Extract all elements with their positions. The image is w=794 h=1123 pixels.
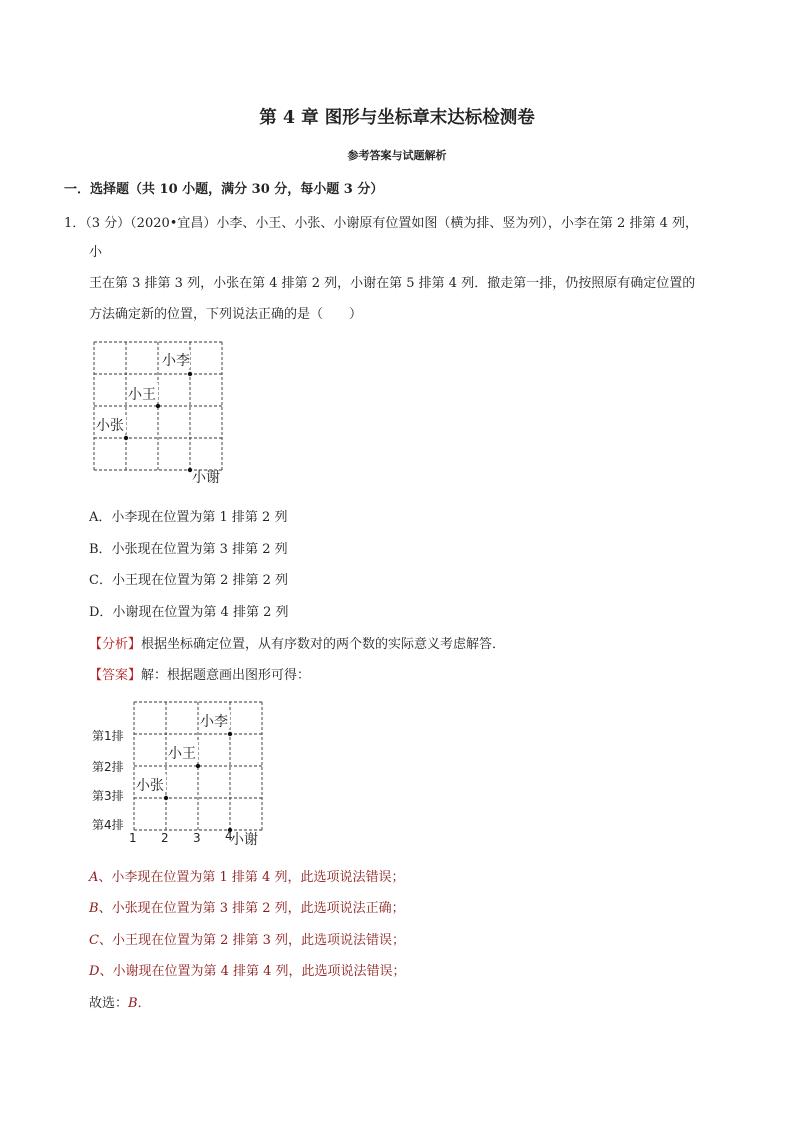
question-line-1: 1．（3 分）（2020•宜昌）小李、小王、小张、小谢原有位置如图（横为排、竖为列），小李在第 2 排第 4 列， [64, 216, 698, 231]
label-xiaowang: 小王 [168, 746, 196, 762]
question-line-4: 方法确定新的位置，下列说法正确的是（ ） [89, 307, 363, 322]
point-xiaozhang [164, 796, 168, 800]
final-label: 故选： [89, 996, 129, 1011]
section-heading: 一．选择题（共 10 小题，满分 30 分，每小题 3 分） [64, 182, 384, 197]
analysis-tag: 【分析】 [89, 637, 142, 652]
analysis-line [89, 633, 505, 652]
answer-line [89, 664, 310, 683]
row-label-2: 第2排 [92, 760, 124, 774]
col-label-2: 2 [161, 831, 169, 845]
row-label-4: 第4排 [92, 818, 124, 832]
conclusion-text: 、小李现在位置为第 1 排第 4 列，此选项说法错误； [98, 870, 405, 885]
seating-grid-figure [80, 330, 240, 490]
col-label-3: 3 [193, 831, 201, 845]
row-label-3: 第3排 [92, 789, 124, 803]
conclusion-text: 、小张现在位置为第 3 排第 2 列，此选项说法正确； [98, 901, 405, 916]
option-b: B．小张现在位置为第 3 排第 2 列 [89, 542, 288, 557]
label-xiaowang: 小王 [128, 387, 156, 403]
label-xiaozhang: 小张 [136, 778, 164, 794]
label-xiaozhang: 小张 [96, 418, 124, 434]
col-label-4: 4 [225, 829, 233, 843]
page-subtitle: 参考答案与试题解析 [347, 149, 447, 162]
answer-grid-figure [88, 692, 278, 854]
conclusion-d [89, 960, 406, 979]
point-xiaoli [228, 732, 232, 736]
conclusion-a [89, 866, 404, 885]
point-xiaoli [188, 372, 192, 376]
conclusion-letter: D [89, 964, 100, 979]
question-line-2: 小 [89, 245, 103, 260]
label-xiaoli: 小李 [200, 714, 228, 730]
point-xiaozhang [124, 436, 128, 440]
conclusion-letter: C [89, 933, 99, 948]
option-a: A．小李现在位置为第 1 排第 2 列 [89, 510, 288, 525]
col-label-1: 1 [129, 831, 137, 845]
option-c: C．小王现在位置为第 2 排第 2 列 [89, 573, 289, 588]
analysis-text: 根据坐标确定位置，从有序数对的两个数的实际意义考虑解答． [141, 637, 506, 652]
final-end: ． [137, 996, 151, 1011]
row-label-1: 第1排 [92, 729, 124, 743]
conclusion-letter: B [89, 901, 99, 916]
label-xiaoli: 小李 [162, 353, 190, 369]
answer-text: 解：根据题意画出图形可得： [141, 668, 311, 683]
conclusion-letter: A [89, 870, 99, 885]
point-xiaowang [196, 764, 200, 768]
label-xiaoxie: 小谢 [230, 832, 258, 848]
point-xiaowang [156, 404, 160, 408]
answer-tag: 【答案】 [89, 668, 142, 683]
final-answer [89, 992, 151, 1011]
question-line-3: 王在第 3 排第 3 列，小张在第 4 排第 2 列，小谢在第 5 排第 4 列．撤走第一排，仍按照原有确定位置的 [89, 276, 696, 291]
conclusion-text: 、小谢现在位置为第 4 排第 4 列，此选项说法错误； [99, 964, 406, 979]
conclusion-b [89, 897, 405, 916]
conclusion-c [89, 929, 405, 948]
option-d: D．小谢现在位置为第 4 排第 2 列 [89, 605, 289, 620]
final-choice: B [128, 996, 138, 1011]
page-title: 第 4 章 图形与坐标章末达标检测卷 [259, 108, 535, 128]
label-xiaoxie: 小谢 [192, 470, 220, 486]
conclusion-text: 、小王现在位置为第 2 排第 3 列，此选项说法错误； [98, 933, 406, 948]
